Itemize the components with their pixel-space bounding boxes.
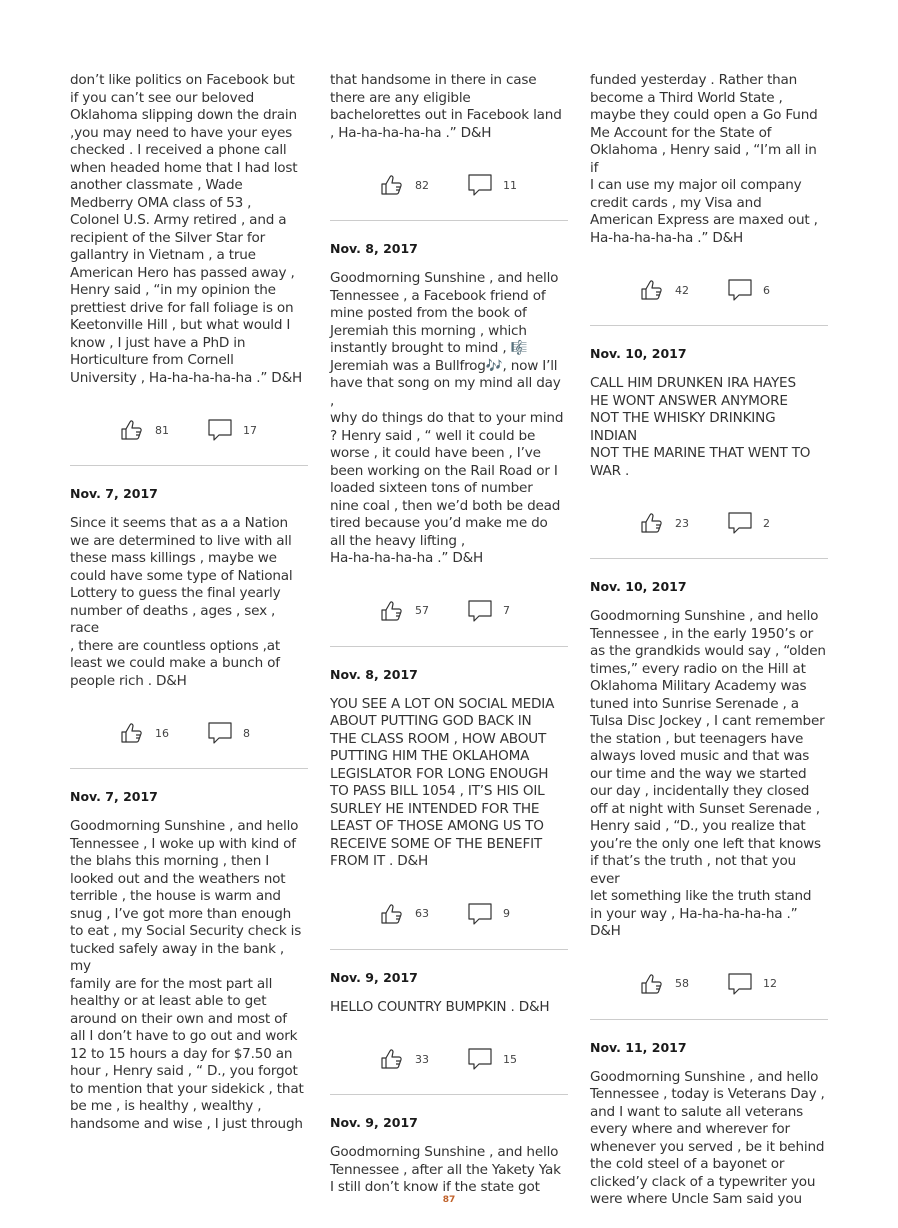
post: [70, 486, 308, 769]
like-count: 42: [675, 283, 689, 297]
reactions-bar: [330, 899, 568, 929]
post-text: that handsome in there in case there are any eligible bachelorettes out in Facebook land , Ha-ha-ha-ha-ha .” D&H: [330, 72, 562, 141]
like-reaction[interactable]: [379, 172, 431, 198]
thumbs-up-icon: [639, 277, 675, 303]
divider: [590, 558, 828, 559]
thumbs-up-icon: [639, 971, 675, 997]
comment-reaction[interactable]: [727, 277, 779, 303]
thumbs-up-icon: [639, 510, 675, 536]
thumbs-up-icon: [379, 1046, 415, 1072]
speech-bubble-icon: [727, 971, 763, 997]
speech-bubble-icon: [727, 277, 763, 303]
post-text: Goodmorning Sunshine , and hello Tennessee , in the early 1950’s or as the grandkids would say , “olden times,” every radio on the Hill at Oklahoma Military Academy was tuned into Sunrise Serenade , a Tulsa Disc Jockey , I cant remember the station , but teenagers have always loved music and that was our time and the way we started our day , incidentally they closed off at night with Sunset Serenade , Henry said , “D., you realize that you’re the only one left that knows if that’s the truth , not that you ever let something like the truth stand in your way , Ha-ha-ha-ha-ha .” D&H: [590, 608, 826, 939]
like-count: 23: [675, 516, 689, 530]
column-2: [330, 72, 568, 1197]
comment-reaction[interactable]: [467, 598, 519, 624]
like-count: 82: [415, 178, 429, 192]
page-number: 87: [442, 1195, 456, 1205]
post-text: HELLO COUNTRY BUMPKIN . D&H: [330, 998, 550, 1015]
speech-bubble-icon: [467, 172, 503, 198]
column-3: [590, 72, 828, 1209]
comment-reaction[interactable]: [467, 1046, 519, 1072]
comment-count: 8: [243, 726, 250, 740]
divider: [330, 220, 568, 221]
divider: [330, 646, 568, 647]
post-text: Since it seems that as a a Nation we are determined to live with all these mass killings , maybe we could have some type of National Lottery to guess the final yearly number of deaths , ages , sex , race , there are countless options ,at least we could make a bunch of people rich . D&H: [70, 515, 293, 689]
divider: [330, 949, 568, 950]
post-text: CALL HIM DRUNKEN IRA HAYES HE WONT ANSWER ANYMORE NOT THE WHISKY DRINKING INDIAN NOT THE MARINE THAT WENT TO WAR .: [590, 375, 811, 479]
post: [70, 789, 308, 1133]
post-date: Nov. 8, 2017: [330, 241, 418, 256]
post-text: Goodmorning Sunshine , and hello Tennessee , a Facebook friend of mine posted from the book of Jeremiah this morning , which instantly brought to mind , 🎼 Jeremiah was a Bullfrog🎶, now I’ll have that song on my mind all day , why do things do that to your mind ? Henry said , “ well it could be worse , it could have been , I’ve been working on the Rail Road or I loaded sixteen tons of number nine coal , then we’d both be dead tired because you’d make me do all the heavy lifting , Ha-ha-ha-ha-ha .” D&H: [330, 270, 564, 566]
post-date: Nov. 9, 2017: [330, 969, 418, 985]
comment-count: 2: [763, 516, 770, 530]
speech-bubble-icon: [207, 720, 243, 746]
reactions-bar: [330, 596, 568, 626]
reactions-bar: [590, 969, 828, 999]
post: [590, 72, 828, 326]
speech-bubble-icon: [467, 598, 503, 624]
post-text: funded yesterday . Rather than become a Third World State , maybe they could open a Go Fund Me Account for the State of Oklahoma , Henry said , “I’m all in if I can use my major oil company credit cards , my Visa and American Express are maxed out , Ha-ha-ha-ha-ha .” D&H: [590, 72, 818, 246]
comment-count: 12: [763, 977, 777, 990]
like-count: 33: [415, 1052, 429, 1066]
thumbs-up-icon: [379, 598, 415, 624]
divider: [70, 768, 308, 769]
post: [330, 72, 568, 221]
comment-count: 11: [503, 178, 517, 192]
comment-count: 15: [503, 1052, 517, 1066]
thumbs-up-icon: [119, 417, 155, 443]
divider: [590, 1019, 828, 1020]
post: [330, 1115, 568, 1197]
like-reaction[interactable]: [119, 720, 171, 746]
post-date: Nov. 7, 2017: [70, 486, 158, 501]
like-reaction[interactable]: [639, 277, 691, 303]
comment-reaction[interactable]: [727, 971, 779, 997]
comment-reaction[interactable]: [727, 510, 779, 536]
speech-bubble-icon: [467, 901, 503, 927]
post-text: Goodmorning Sunshine , and hello Tennessee , today is Veterans Day , and I want to salute all veterans every where and wherever for whenever you served , be it behind the cold steel of a bayonet or clicked’y clack of a typewriter you were where Uncle Sam said you: [590, 1068, 825, 1207]
post: [330, 667, 568, 950]
post-date: Nov. 10, 2017: [590, 346, 687, 361]
like-reaction[interactable]: [639, 971, 691, 997]
like-reaction[interactable]: [379, 598, 431, 624]
like-reaction[interactable]: [639, 510, 691, 536]
divider: [590, 325, 828, 326]
column-1: [70, 72, 308, 1133]
post-text: Goodmorning Sunshine , and hello Tennessee , I woke up with kind of the blahs this morning , then I looked out and the weathers not terrible , the house is warm and snug , I’ve got more than enough to eat , my Social Security check is tucked safely away in the bank , my family are for the most part all healthy or at least able to get around on their own and most of all I don’t have to go out and work 12 to 15 hours a day for $7.50 an hour , Henry said , “ D., you forgot to mention that your sidekick , that be me , is healthy , wealthy , handsome and wise , I just through: [70, 818, 304, 1132]
post-date: Nov. 8, 2017: [330, 666, 418, 682]
comment-count: 9: [503, 907, 510, 920]
post-date: Nov. 10, 2017: [590, 579, 687, 594]
reactions-bar: [590, 275, 828, 305]
like-count: 16: [155, 726, 169, 740]
post-text: Goodmorning Sunshine , and hello Tennessee , after all the Yakety Yak I still don’t know if the state got: [330, 1144, 561, 1195]
reactions-bar: [330, 170, 568, 200]
post-date: Nov. 11, 2017: [590, 1039, 687, 1055]
divider: [330, 1094, 568, 1095]
post-date: Nov. 9, 2017: [330, 1115, 418, 1130]
comment-count: 6: [763, 283, 770, 297]
post: [590, 1040, 828, 1209]
comment-reaction[interactable]: [467, 172, 519, 198]
post-text: don’t like politics on Facebook but if you can’t see our beloved Oklahoma slipping down the drain ,you may need to have your eyes checked . I received a phone call when headed home that I had lost another classmate , Wade Medberry OMA class of 53 , Colonel U.S. Army retired , and a recipient of the Silver Star for gallantry in Vietnam , a true American Hero has passed away , Henry said , “in my opinion the prettiest drive for fall foliage is on Keetonville Hill , but what would I know , I just have a PhD in Horticulture from Cornell University , Ha-ha-ha-ha-ha .” D&H: [70, 72, 302, 386]
reactions-bar: [70, 718, 308, 748]
post-date: Nov. 7, 2017: [70, 789, 158, 804]
comment-reaction[interactable]: [207, 417, 259, 443]
post: [330, 970, 568, 1096]
post: [330, 241, 568, 647]
speech-bubble-icon: [727, 510, 763, 536]
comment-reaction[interactable]: [207, 720, 259, 746]
like-count: 58: [675, 977, 689, 990]
comment-count: 7: [503, 604, 510, 617]
thumbs-up-icon: [379, 901, 415, 927]
divider: [70, 465, 308, 466]
thumbs-up-icon: [119, 720, 155, 746]
like-count: 81: [155, 423, 169, 437]
comment-count: 17: [243, 423, 257, 437]
reactions-bar: [590, 508, 828, 538]
post-text: YOU SEE A LOT ON SOCIAL MEDIA ABOUT PUTTING GOD BACK IN THE CLASS ROOM , HOW ABOUT PUTTING HIM THE OKLAHOMA LEGISLATOR FOR LONG ENOUGH TO PASS BILL 1054 , IT’S HIS OIL SURLEY HE INTENDED FOR THE LEAST OF THOSE AMONG US TO RECEIVE SOME OF THE BENEFIT FROM IT . D&H: [330, 695, 555, 869]
post: [70, 72, 308, 466]
reactions-bar: [330, 1044, 568, 1074]
thumbs-up-icon: [379, 172, 415, 198]
like-reaction[interactable]: [119, 417, 171, 443]
comment-reaction[interactable]: [467, 901, 519, 927]
like-count: 57: [415, 604, 429, 617]
like-reaction[interactable]: [379, 1046, 431, 1072]
reactions-bar: [70, 415, 308, 445]
post: [590, 579, 828, 1020]
post: [590, 346, 828, 559]
speech-bubble-icon: [207, 417, 243, 443]
like-reaction[interactable]: [379, 901, 431, 927]
like-count: 63: [415, 907, 429, 920]
speech-bubble-icon: [467, 1046, 503, 1072]
